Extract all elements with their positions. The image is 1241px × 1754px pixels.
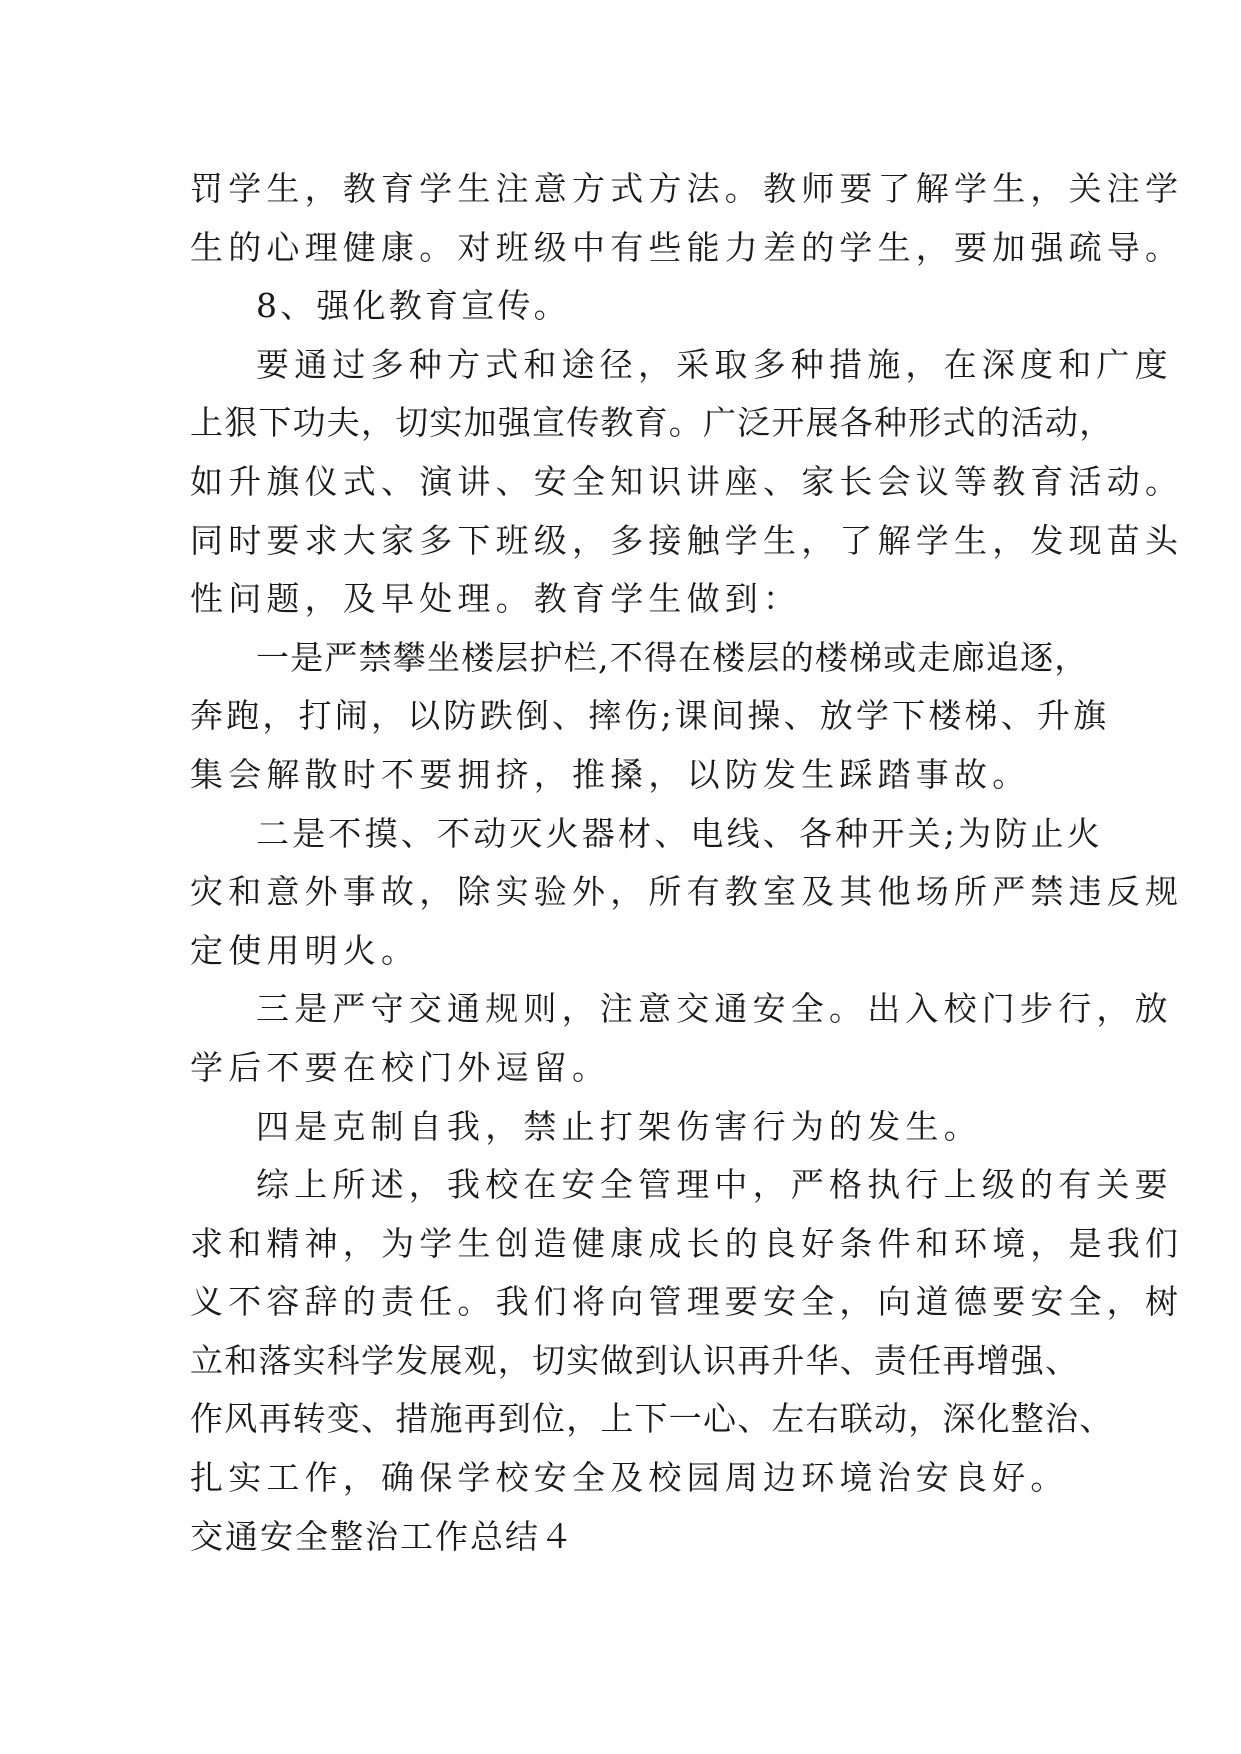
- text-line: 同时要求大家多下班级，多接触学生，了解学生，发现苗头: [190, 520, 1184, 560]
- document-body: [190, 160, 1184, 1566]
- paragraph-start: 一是严禁攀坐楼层护栏,不得在楼层的楼梯或走廊追逐，: [256, 637, 1089, 677]
- text-line: 灾和意外事故，除实验外，所有教室及其他场所严禁违反规: [190, 872, 1184, 912]
- text-line: 作风再转变、措施再到位，上下一心、左右联动，深化整治、: [190, 1399, 1114, 1439]
- paragraph-start: 三是严守交通规则，注意交通安全。出入校门步行，放: [256, 989, 1173, 1029]
- text-line: 求和精神，为学生创造健康成长的良好条件和环境，是我们: [190, 1223, 1184, 1263]
- paragraph-start: 综上所述，我校在安全管理中，严格执行上级的有关要: [256, 1165, 1173, 1205]
- text-line: 定使用明火。: [190, 930, 420, 970]
- section-heading: 交通安全整治工作总结４: [190, 1516, 575, 1556]
- text-line: 性问题，及早处理。教育学生做到：: [190, 579, 802, 619]
- paragraph-start: 四是克制自我，禁止打架伤害行为的发生。: [256, 1106, 982, 1146]
- item-heading: 8、强化教育宣传。: [256, 286, 570, 326]
- text-line: 罚学生，教育学生注意方式方法。教师要了解学生，关注学: [190, 169, 1184, 208]
- paragraph-start: 二是不摸、不动灭火器材、电线、各种开关;为防止火: [256, 813, 1103, 853]
- text-line: 学后不要在校门外逗留。: [190, 1047, 611, 1087]
- paragraph-start: 要通过多种方式和途径，采取多种措施，在深度和广度: [256, 344, 1173, 384]
- text-line: 上狠下功夫，切实加强宣传教育。广泛开展各种形式的活动，: [190, 403, 1114, 443]
- text-line: 奔跑，打闹，以防跌倒、摔伤;课间操、放学下楼梯、升旗: [190, 696, 1110, 736]
- text-line: 立和落实科学发展观，切实做到认识再升华、责任再增强、: [190, 1340, 1080, 1380]
- text-line: 扎实工作，确保学校安全及校园周边环境治安良好。: [190, 1458, 1069, 1498]
- text-line: 集会解散时不要拥挤，推搡，以防发生踩踏事故。: [190, 754, 1031, 794]
- text-line: 生的心理健康。对班级中有些能力差的学生，要加强疏导。: [190, 227, 1184, 267]
- text-line: 如升旗仪式、演讲、安全知识讲座、家长会议等教育活动。: [190, 461, 1184, 501]
- text-line: 义不容辞的责任。我们将向管理要安全，向道德要安全，树: [190, 1282, 1184, 1322]
